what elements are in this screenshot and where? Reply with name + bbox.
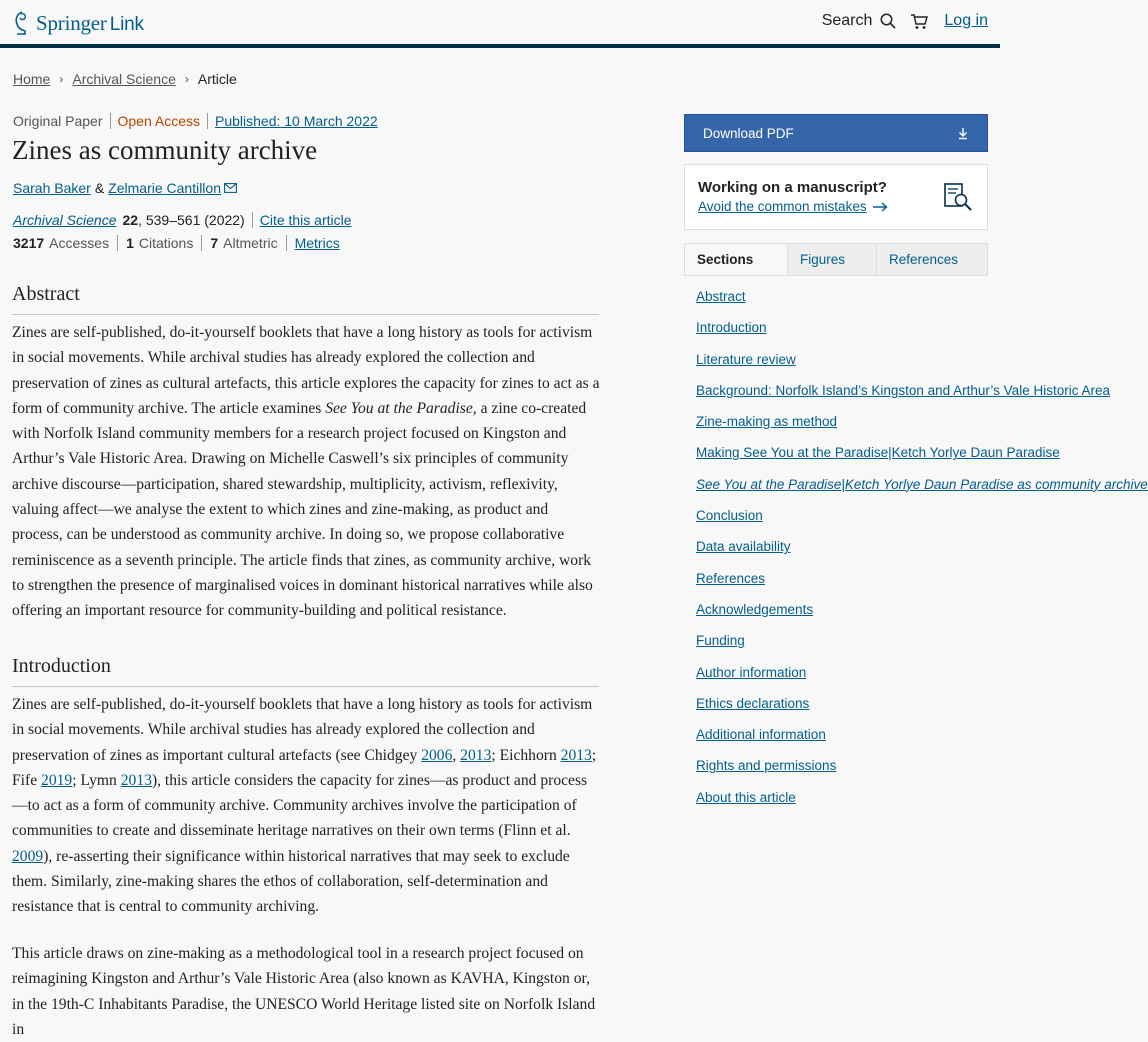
section-link[interactable]: Additional information — [696, 727, 826, 743]
section-link[interactable]: Ethics declarations — [696, 695, 810, 711]
section-link[interactable]: Zine-making as method — [696, 414, 838, 430]
section-link[interactable]: Acknowledgements — [696, 601, 814, 617]
citation-link[interactable]: 2019 — [41, 771, 73, 789]
intro-text-part: ; Fife — [12, 746, 597, 789]
site-header — [0, 0, 1000, 48]
author-link[interactable]: Zelmarie Cantillon — [108, 180, 221, 196]
breadcrumb-current: Article — [197, 71, 237, 87]
breadcrumb-home[interactable]: Home — [13, 71, 51, 87]
intro-paragraph-1 — [12, 692, 602, 920]
introduction-heading: Introduction — [12, 655, 599, 687]
intro-text-part: ), re-asserting their significance within historical narratives that may seek to exclude them. Similarly, zine-making shares the ethos of collaboration, self-determination and resistance that is central to community archiving. — [12, 847, 570, 916]
document-search-icon — [943, 182, 973, 212]
abstract-text — [12, 320, 602, 624]
arrow-right-icon — [873, 202, 888, 212]
journal-citation — [13, 212, 352, 228]
intro-paragraph-2: This article draws on zine-making as a methodological tool in a research project focused on reimagining Kingston and Arthur’s Vale Historic Area (also known as KAVHA, Kingston or, in the 19th-C Inhabitants Paradise, the UNESCO World Heritage listed site on Norfolk Island in — [12, 945, 596, 1038]
section-link[interactable]: Introduction — [696, 320, 767, 336]
intro-text-part: ; Lymn — [72, 771, 121, 789]
brand-springer: Springer — [36, 10, 107, 35]
article-title: Zines as community archive — [12, 135, 318, 165]
search-button[interactable] — [822, 12, 897, 30]
tab-references[interactable]: References — [876, 244, 987, 275]
download-icon — [957, 126, 969, 140]
sections-list — [696, 288, 1148, 820]
citations-label: Citations — [138, 235, 194, 251]
manuscript-promo — [684, 164, 988, 230]
breadcrumb-journal[interactable]: Archival Science — [72, 71, 176, 87]
author-link[interactable]: Sarah Baker — [13, 180, 91, 196]
divider — [252, 212, 253, 228]
abstract-text-part: , a zine co-created with Norfolk Island community members for a research project focused on Kingston and Arthur’s Vale Historic Area. Drawing on Michelle Caswell’s six principles of community archive discourse—participation, shared stewardship, multiplicity, activism, reflexivity, valuing affect—we analyse the extent to which zines and zine-making, as product and process, can be understood as community archive. In doing so, we propose collaborative reminiscence as a seventh principle. The article finds that zines, as community archive, work to strengthen the presence of marginalised voices in dominant historical narratives while also offering an important resource for community-building and political resistance. — [12, 399, 593, 620]
intro-text-part: ; Eichhorn — [491, 746, 561, 764]
volume-number: 22 — [122, 212, 139, 228]
tab-figures[interactable]: Figures — [787, 244, 876, 275]
tab-sections[interactable]: Sections — [685, 244, 787, 275]
citations-count: 1 — [126, 235, 134, 251]
accesses-count: 3217 — [13, 235, 45, 251]
search-label: Search — [821, 12, 873, 29]
citation-link[interactable]: 2006 — [421, 746, 453, 764]
altmetric-label: Altmetric — [223, 235, 278, 251]
springerlink-logo[interactable] — [12, 10, 144, 36]
altmetric-count: 7 — [210, 235, 219, 251]
open-access-badge: Open Access — [117, 113, 200, 129]
published-date-link[interactable]: Published: 10 March 2022 — [215, 113, 378, 129]
brand-link: Link — [109, 13, 144, 35]
login-link[interactable]: Log in — [944, 12, 988, 29]
intro-text-part: ), this article considers the capacity for zines—as product and process—to act as a form of community archive. Community archives involve the participation of communities to create and disseminate heritage narratives on their own terms (Flinn et al. — [12, 771, 588, 840]
springer-horse-icon — [12, 10, 32, 36]
abstract-text-part: Zines are self-published, do-it-yourself booklets that have a long history as tools for activism in social movements. While archival studies has already explored the collection and preservation of zines as cultural artefacts, this article explores the capacity for zines to act as a form of community archive. The article examines — [12, 324, 600, 417]
manuscript-link-label: Avoid the common mistakes — [698, 199, 867, 214]
section-link[interactable]: Rights and permissions — [696, 758, 837, 774]
abstract-heading: Abstract — [12, 283, 599, 315]
author-list — [13, 180, 237, 196]
intro-text-part: Zines are self-published, do-it-yourself booklets that have a long history as tools for activism in social movements. While archival studies has already explored the collection and preservation of zines as important cultural artefacts (see Chidgey — [12, 696, 593, 764]
accesses-label: Accesses — [49, 235, 110, 251]
cart-icon — [910, 13, 928, 30]
divider — [117, 235, 118, 251]
section-link[interactable]: Conclusion — [696, 508, 763, 524]
abstract-zine-title: See You at the Paradise — [325, 399, 473, 417]
brand-name — [36, 11, 144, 36]
sidebar-tabs — [684, 243, 988, 276]
journal-link[interactable]: Archival Science — [13, 212, 117, 228]
citation-link[interactable]: 2013 — [120, 771, 152, 789]
citation-link[interactable]: 2013 — [460, 746, 492, 764]
section-link[interactable]: Abstract — [696, 289, 746, 304]
section-link[interactable]: Literature review — [696, 351, 796, 367]
section-link[interactable]: See You at the Paradise|Ketch Yorlye Daun Paradise as community archive — [696, 476, 1148, 492]
article-metrics — [13, 235, 340, 251]
divider — [201, 235, 202, 251]
paper-type: Original Paper — [13, 113, 103, 129]
section-link[interactable]: Author information — [696, 664, 807, 680]
metrics-link[interactable]: Metrics — [294, 235, 340, 251]
citation-link[interactable]: 2009 — [12, 847, 44, 865]
section-link[interactable]: About this article — [696, 789, 796, 805]
manuscript-title: Working on a manuscript? — [698, 179, 887, 196]
divider — [207, 113, 208, 129]
manuscript-link[interactable] — [698, 199, 888, 214]
divider — [286, 235, 287, 251]
author-separator: & — [94, 180, 105, 196]
breadcrumb — [13, 71, 237, 87]
section-link[interactable]: Funding — [696, 633, 745, 649]
search-icon — [880, 13, 896, 29]
cart-button[interactable] — [910, 13, 928, 30]
article-meta — [13, 113, 378, 129]
cite-article-link[interactable]: Cite this article — [259, 212, 352, 228]
divider — [110, 113, 111, 129]
section-link[interactable]: References — [696, 570, 766, 586]
download-pdf-button[interactable] — [684, 114, 988, 152]
download-pdf-label: Download PDF — [703, 125, 794, 141]
email-icon[interactable] — [224, 183, 237, 193]
intro-text-part: , — [452, 746, 461, 764]
section-link[interactable]: Data availability — [696, 539, 791, 555]
pages-year: , 539–561 (2022) — [138, 212, 245, 228]
chevron-right-icon: › — [184, 72, 189, 86]
section-link[interactable]: Making See You at the Paradise|Ketch Yorlye Daun Paradise — [696, 445, 1060, 461]
citation-link[interactable]: 2013 — [560, 746, 592, 764]
chevron-right-icon: › — [59, 72, 64, 86]
header-actions — [822, 12, 988, 30]
section-link[interactable]: Background: Norfolk Island’s Kingston and Arthur’s Vale Historic Area — [696, 382, 1110, 398]
